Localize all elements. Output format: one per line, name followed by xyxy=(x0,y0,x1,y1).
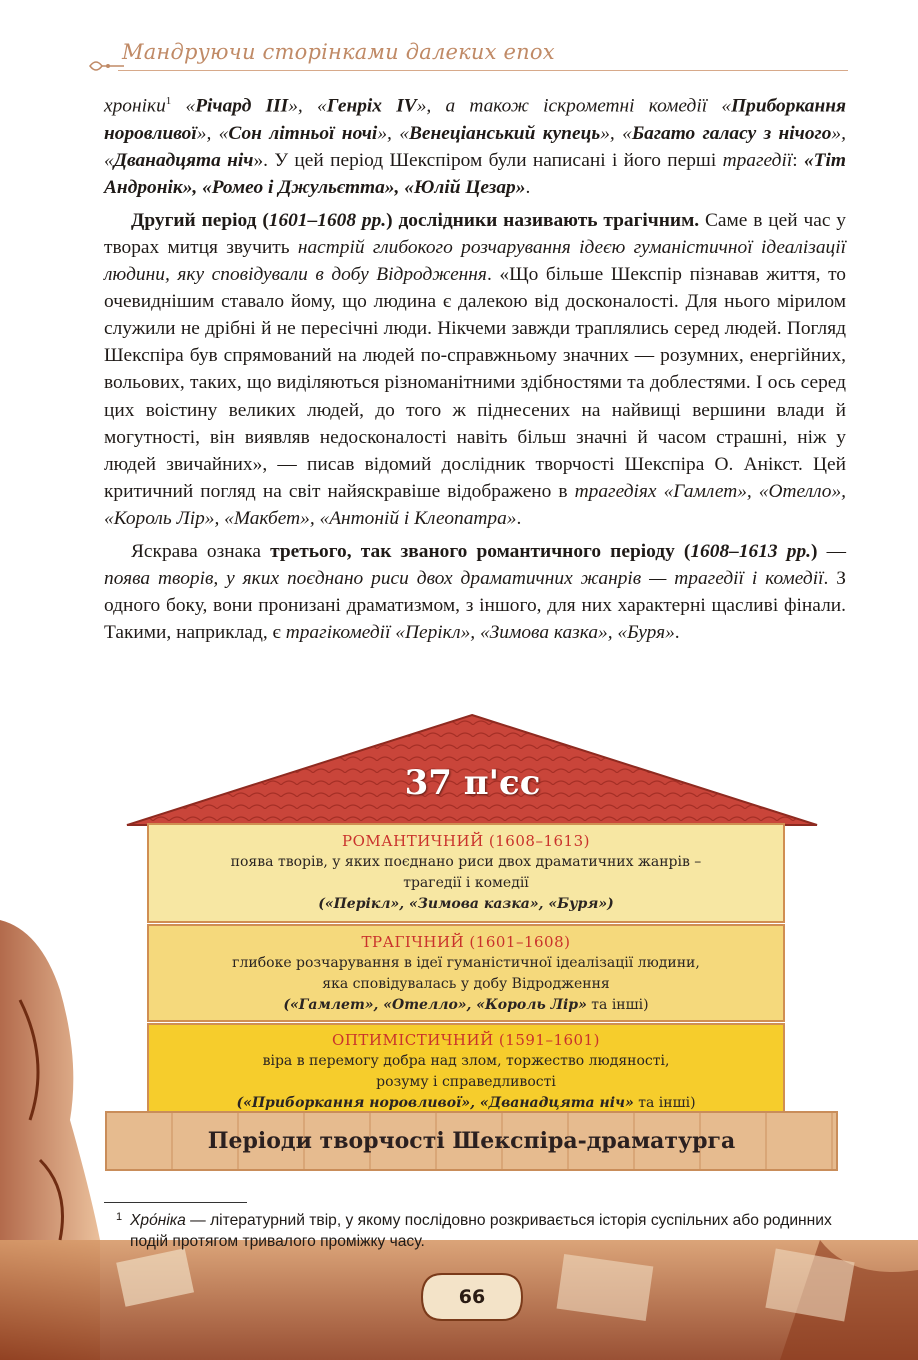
footnote-number: 1 xyxy=(116,1211,123,1223)
footnote-divider xyxy=(104,1202,247,1203)
floor-romantic xyxy=(147,823,785,923)
paragraph-romantic-period: Яскрава ознака третього, так званого романтичного періоду (1608–1613 рр.) — поява творів, у яких поєднано риси двох драматичних жанрів — трагедії і комедії. З одного боку, вони пронизані драматизмом, з іншого, для них характерні щасливі фінали. Такими, наприклад, є трагікомедії «Перікл», «Зимова казка», «Буря». xyxy=(104,540,846,644)
floor-line: розуму і справедливості xyxy=(376,1074,556,1090)
floor-tragic xyxy=(147,924,785,1022)
paragraph-tragic-period: Другий період (1601–1608 рр.) дослідники називають трагічним. Саме в цей час у творах митця звучить настрій глибокого розчарування ідеєю гуманістичної ідеалізації людини, яку сповідували в добу Відродження. «Що більше Шекспір пізнавав життя, то очевиднішим ставало йому, що людина є далекою від досконалості. Для нього мірилом служили не дрібні й не пересічні люди. Нікчеми завжди траплялись серед людей. Погляд Шекспіра був спрямований на людей по-справжньому значних — розумних, енергійних, вольових, таких, що виділяються різноманітними здібностями та доблестями. І ось серед цих воістину великих людей, до того ж піднесених на найвищі вершини влади й могутності, він виявляв недосконалості навіть більш значні й часом страшні, ніж у людей звичайних», — писав відомий дослідник творчості Шекспіра О. Анікст. Цей критичний погляд на світ найяскравіше відображено в трагедіях «Гамлет», «Отелло», «Король Лір», «Макбет», «Антоній і Клеопатра». xyxy=(104,209,846,529)
page-number: 66 xyxy=(458,1286,486,1308)
house-base: Періоди творчості Шекспіра-драматурга xyxy=(105,1111,838,1171)
floor-line: поява творів, у яких поєднано риси двох драматичних жанрів – xyxy=(230,854,702,870)
paragraph-chronicles: хроніки$^1$ «Річард ІІІ», «Генріх IV», а також іскрометні комедії «Приборкання норовливої», «Сон літньої ночі», «Венеціанський купець», «Багато галасу з нічого», «Дванадцята ніч». У цей період Шекспіром були написані і його перші трагедії: «Тіт Андронік», «Ромео і Джульєтта», «Юлій Цезар». xyxy=(104,95,846,198)
floor-line: віра в перемогу добра над злом, торжество людяності, xyxy=(262,1053,670,1069)
periods-house-diagram xyxy=(105,713,840,1173)
floor-optimistic xyxy=(147,1023,785,1113)
running-header xyxy=(88,38,848,80)
body-text xyxy=(104,88,846,652)
floor-line: глибоке розчарування в ідеї гуманістичної ідеалізації людини, xyxy=(232,955,700,971)
floor-line: трагедії і комедії xyxy=(403,875,529,891)
footnote-text: Хро́ніка — літературний твір, у якому послідовно розкривається історія суспільних або родинних подій протягом тривалого проміжку часу. xyxy=(130,1212,832,1250)
floor-examples: («Гамлет», «Отелло», «Король Лір» та інші) xyxy=(283,997,649,1013)
floor-line: яка сповідувалась у добу Відродження xyxy=(322,976,610,992)
header-divider xyxy=(118,70,848,71)
floor-examples: («Перікл», «Зимова казка», «Буря») xyxy=(318,896,614,912)
roof-title: 37 п'єс xyxy=(404,763,541,803)
footnote xyxy=(116,1210,851,1252)
floor-title: РОМАНТИЧНИЙ (1608–1613) xyxy=(342,832,590,850)
flourish-ornament-icon xyxy=(88,56,124,76)
footnote-ref[interactable]: 1 xyxy=(165,95,172,107)
running-header-title: Мандруючи сторінками далеких епох xyxy=(122,40,555,64)
floor-examples: («Приборкання норовливої», «Дванадцята ніч» та інші) xyxy=(236,1095,696,1111)
floor-title: ТРАГІЧНИЙ (1601–1608) xyxy=(361,933,571,951)
floor-title: ОПТИМІСТИЧНИЙ (1591–1601) xyxy=(332,1031,600,1049)
